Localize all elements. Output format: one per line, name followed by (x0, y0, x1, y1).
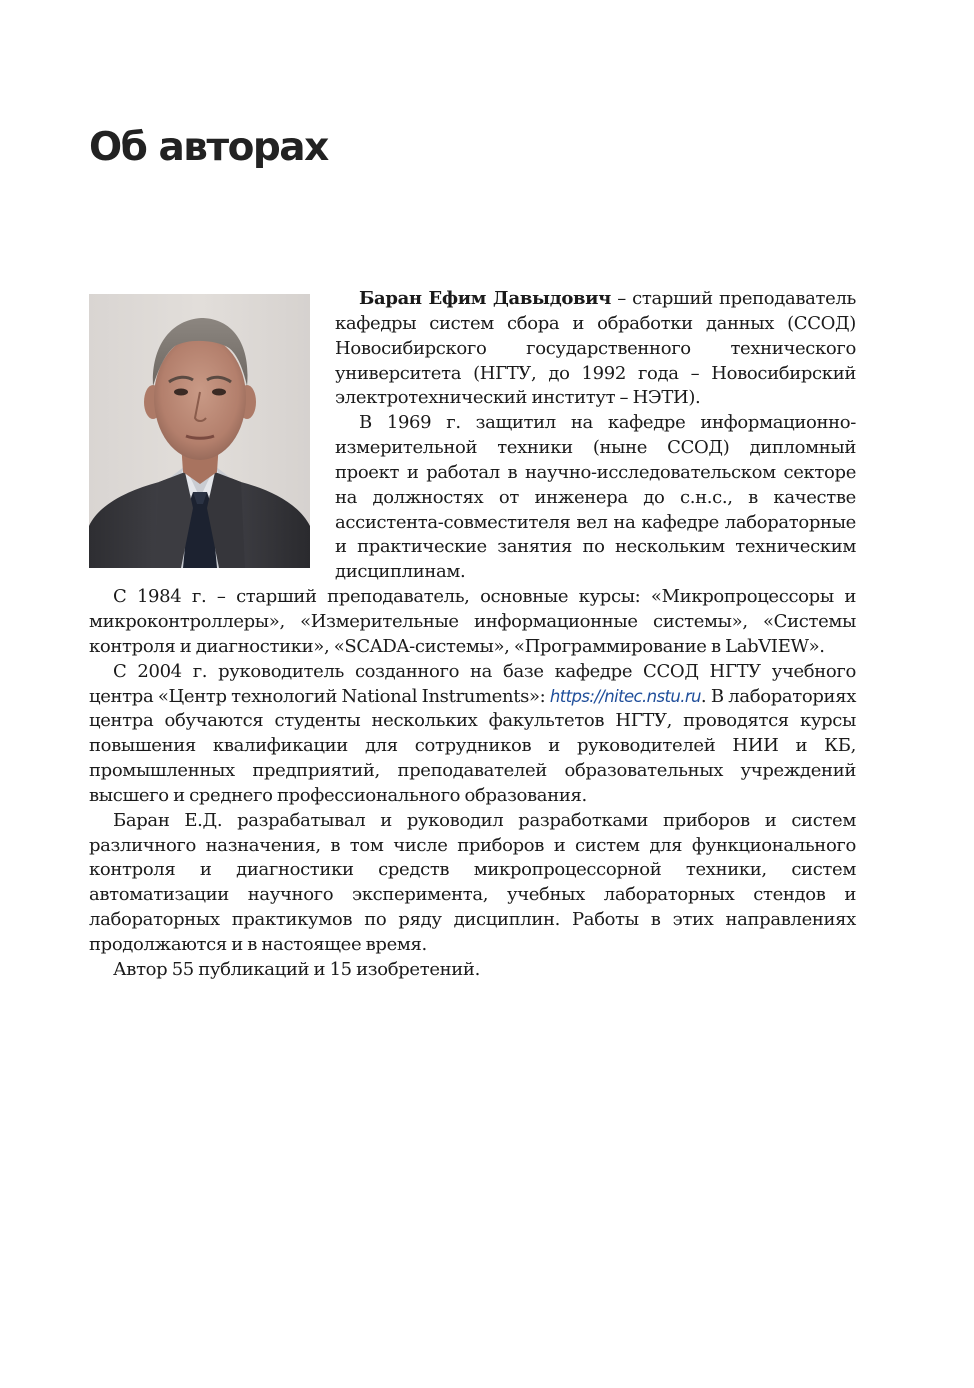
bio-paragraph-1984: С 1984 г. – старший преподаватель, основные курсы: «Микропроцессоры и микроконтроллеры», «Измерительные информационные системы», «Системы контроля и диагностики», «SCADA-системы», «Программирование в LabVIEW». (89, 586, 856, 657)
bio-paragraph-center (89, 660, 856, 809)
center-text-after: . В лабораториях центра обучаются студенты нескольких факультетов НГТУ, проводятся курсы повышения квалификации для сотрудников и руководителей НИИ и КБ, промышленных предприятий, преподавателей образовательных учреждений высшего и среднего профессионального образования. (89, 685, 856, 806)
bio-paragraph-development: Баран Е.Д. разрабатывал и руководил разработками приборов и систем различного назначения, в том числе приборов и систем для функционального контроля и диагностики средств микропроцессорной техники, систем автоматизации научного эксперимента, учебных лабораторных стендов и лабораторных практикумов по ряду дисциплин. Работы в этих направлениях продолжаются и в настоящее время. (89, 809, 856, 955)
nitec-link[interactable]: https://nitec.nstu.ru (549, 686, 701, 706)
bio-paragraph-1969: В 1969 г. защитил на кафедре информационно-измерительной техники (ныне ССОД) дипломный проект и работал в научно-исследовательском секторе на должностях от инженера до с.н.с., в качестве ассистента-совместителя вел на кафедре лабораторные и практические занятия по нескольким техническим дисциплинам. (335, 412, 856, 583)
page-title: Об авторах (89, 125, 328, 170)
author-intro: – старший преподаватель кафедры систем сбора и обработки данных (ССОД) Новосибирского государственного технического университета (НГТУ, до 1992 года – Новосибирский электротехнический институт – НЭТИ). (335, 288, 856, 409)
author-name: Баран Ефим Давыдович (359, 288, 611, 309)
author-bio (89, 287, 856, 983)
bio-paragraph-publications: Автор 55 публикаций и 15 изобретений. (113, 958, 480, 980)
portrait-spacer (89, 287, 335, 581)
center-text-before: С 2004 г. руководитель созданного на базе кафедре ССОД НГТУ учебного центра «Центр технологий National Instruments»: (89, 660, 856, 707)
